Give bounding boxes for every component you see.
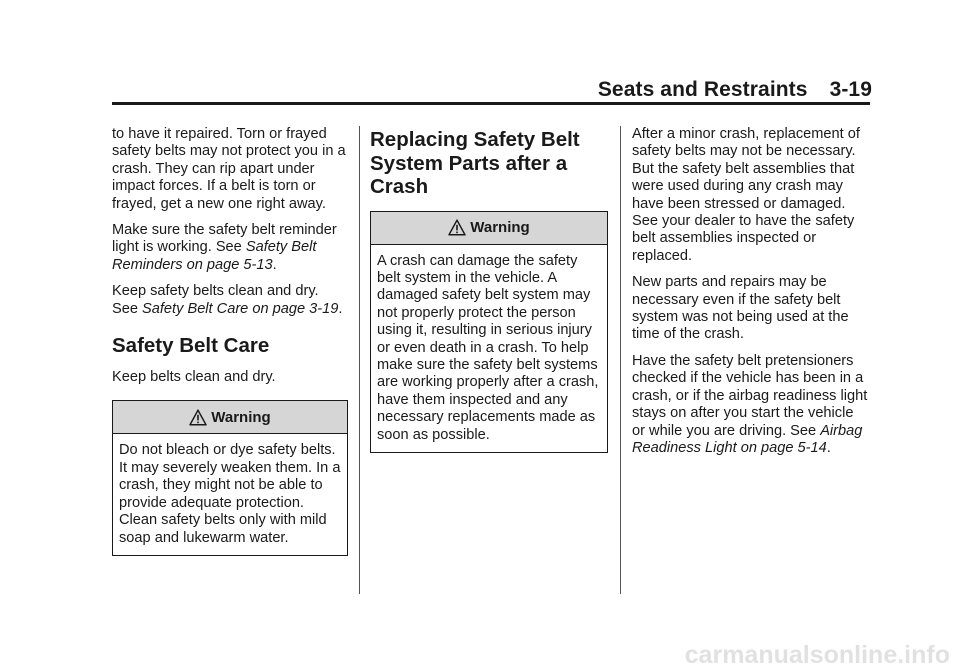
warning-body [113,434,347,554]
warning-box [370,211,608,453]
section-title: Seats and Restraints [597,78,808,101]
punctuation: . [338,300,343,317]
cross-reference-link[interactable]: Safety Belt Reminders on page 5‑13 [112,239,317,273]
paragraph [632,353,870,457]
section-heading: Safety Belt Care [112,334,270,358]
paragraph-text: Keep safety belts clean and dry. See [112,283,319,317]
column-divider [359,126,360,594]
paragraph: to have it repaired. Torn or frayed safety belts may not protect you in a crash. They can rip apart under impact forces. If a belt is torn or frayed, get a new one right away. [112,126,346,212]
warning-header [371,212,607,245]
paragraph-text: Make sure the safety belt reminder light is working. See [112,222,337,256]
cross-reference-link[interactable]: Airbag Readiness Light on page 5‑14 [632,422,863,456]
paragraph [112,283,348,318]
column-2 [370,128,608,453]
warning-text: Do not bleach or dye safety belts. It may severely weaken them. In a crash, they might not be able to provide adequate protection. Clean safety belts only with mild soap and lukewarm water. [119,442,341,546]
header-rule [112,102,870,105]
punctuation: . [272,256,277,273]
warning-box [112,400,348,555]
section-heading: Replacing Safety Belt System Parts after a Crash [370,128,580,198]
caution-icon [448,219,466,236]
page-header [598,78,872,102]
paragraph [112,222,348,274]
caution-icon [189,409,207,426]
punctuation: . [826,439,831,456]
paragraph: Keep belts clean and dry. [112,369,276,386]
watermark-logo [612,640,952,670]
paragraph: New parts and repairs may be necessary even if the safety belt system was not being used at the time of the crash. [632,274,849,343]
svg-text:carmanualsonline.info: carmanualsonline.info [684,641,950,669]
paragraph: After a minor crash, replacement of safety belts may not be necessary. But the safety belt assemblies that were used during any crash may have been stressed or damaged. See your dealer to have the safety belt assemblies inspected or replaced. [632,126,860,264]
warning-header [113,401,347,434]
warning-text: A crash can damage the safety belt system in the vehicle. A damaged safety belt system may not properly protect the person using it, resulting in serious injury or even death in a crash. To help make sure the safety belt systems are working properly after a crash, have them inspected and any necessary replacements made as soon as possible. [377,252,599,443]
column-3 [632,126,870,466]
column-1 [112,126,348,556]
warning-title: Warning [470,218,530,236]
cross-reference-link[interactable]: Safety Belt Care on page 3‑19 [142,300,339,317]
warning-body [371,245,607,452]
paragraph-text: Have the safety belt pretensioners checked if the vehicle has been in a crash, or if the airbag readiness light stays on after you start the vehicle or while you are driving. See [632,352,868,439]
column-divider [620,126,621,594]
warning-title: Warning [211,408,271,426]
page-number: 3-19 [829,78,872,101]
